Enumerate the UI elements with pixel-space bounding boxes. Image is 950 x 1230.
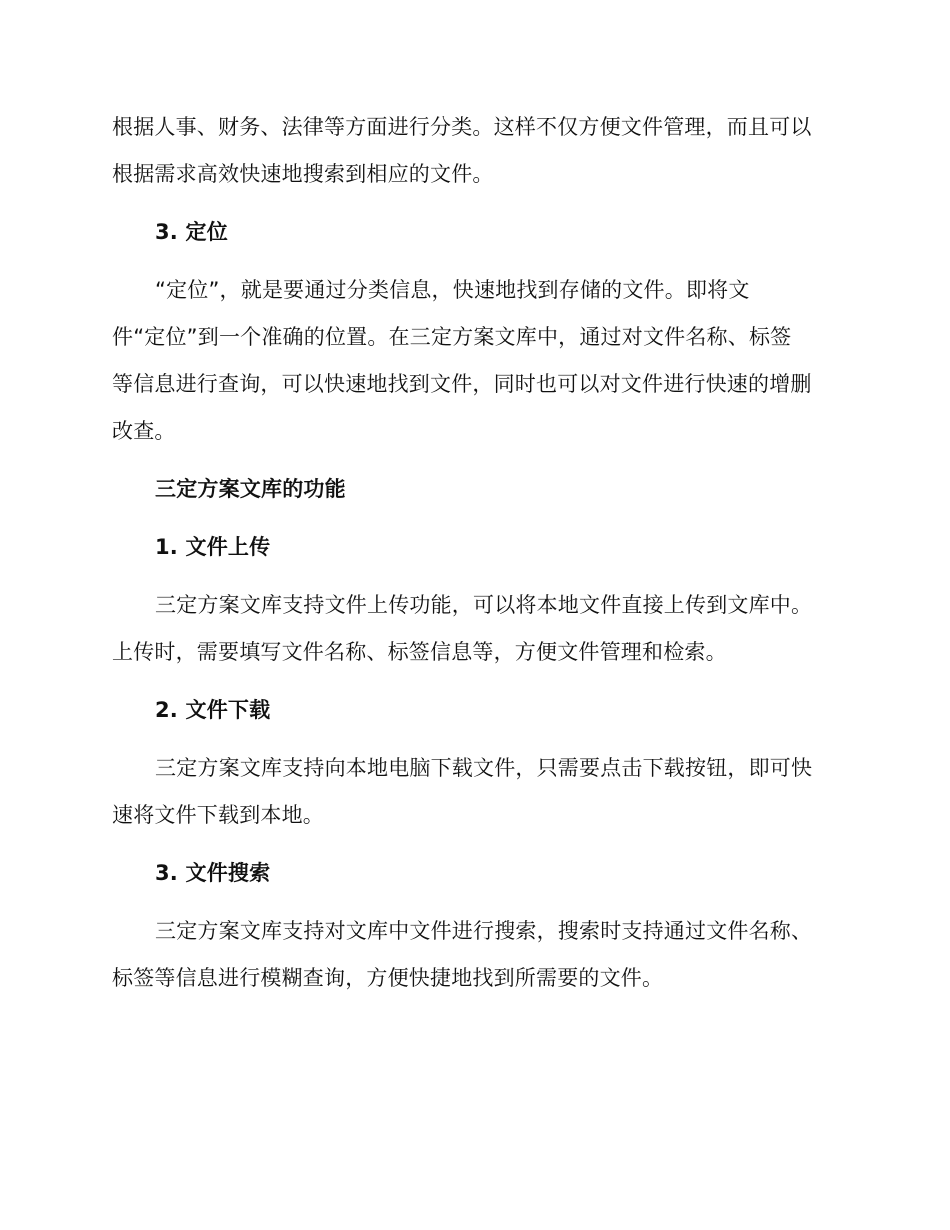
- paragraph-line: 等信息进行查询，可以快速地找到文件，同时也可以对文件进行快速的增删: [112, 372, 812, 396]
- paragraph-line: 根据人事、财务、法律等方面进行分类。这样不仅方便文件管理，而且可以: [112, 115, 812, 139]
- paragraph-upload: [112, 590, 832, 667]
- paragraph-line: 上传时，需要填写文件名称、标签信息等，方便文件管理和检索。: [112, 640, 727, 664]
- paragraph-line: 三定方案文库支持向本地电脑下载文件，只需要点击下载按钮，即可快: [155, 756, 813, 780]
- paragraph-line: 根据需求高效快速地搜索到相应的文件。: [112, 162, 494, 186]
- section-heading-download: 2. 文件下载: [155, 698, 271, 722]
- section-heading-features: 三定方案文库的功能: [155, 477, 346, 501]
- paragraph-line: 三定方案文库支持文件上传功能，可以将本地文件直接上传到文库中。: [155, 593, 813, 617]
- paragraph-search: [112, 916, 832, 993]
- paragraph-line: 标签等信息进行模糊查询，方便快捷地找到所需要的文件。: [112, 966, 664, 990]
- paragraph-line: 件“定位”到一个准确的位置。在三定方案文库中，通过对文件名称、标签: [112, 325, 792, 349]
- section-heading-upload: 1. 文件上传: [155, 535, 271, 559]
- section-heading-search: 3. 文件搜索: [155, 861, 271, 885]
- document-page: [112, 112, 832, 993]
- paragraph-classification: [112, 112, 832, 189]
- paragraph-line: “定位”，就是要通过分类信息，快速地找到存储的文件。即将文: [155, 278, 750, 302]
- paragraph-line: 改查。: [112, 419, 176, 443]
- paragraph-locate: [112, 275, 832, 446]
- paragraph-line: 速将文件下载到本地。: [112, 803, 324, 827]
- paragraph-line: 三定方案文库支持对文库中文件进行搜索，搜索时支持通过文件名称、: [155, 919, 813, 943]
- section-heading-locate: 3. 定位: [155, 220, 228, 244]
- paragraph-download: [112, 753, 832, 830]
